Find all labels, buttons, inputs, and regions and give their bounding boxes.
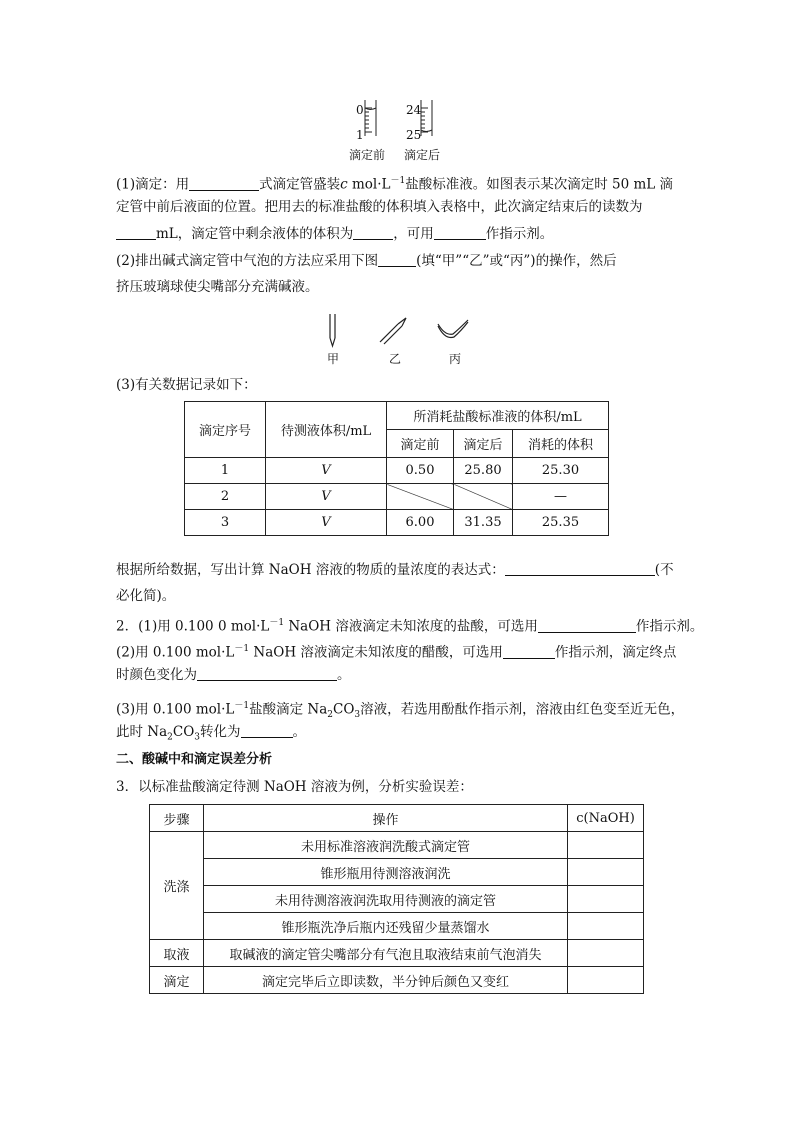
blank-operation[interactable]	[378, 252, 416, 267]
caption-after: 滴定后	[404, 148, 441, 162]
cell-step-take: 取液	[150, 940, 204, 967]
blank-color-change[interactable]	[197, 666, 337, 681]
cell-idx: 2	[185, 484, 266, 510]
blank-indicator-1[interactable]	[434, 225, 486, 240]
cell-after: 31.35	[454, 510, 513, 536]
cell-answer[interactable]	[568, 967, 644, 994]
th-step: 步骤	[150, 805, 204, 832]
cell-before-slash	[387, 484, 454, 510]
cell-before: 0.50	[387, 458, 454, 484]
table-row	[150, 859, 644, 886]
blank-reading[interactable]	[116, 225, 156, 240]
blank-indicator-3[interactable]	[503, 644, 555, 659]
table-row	[150, 886, 644, 913]
cell-after-slash	[454, 484, 513, 510]
section2-title: 二、酸碱中和滴定误差分析	[116, 752, 273, 767]
q1-line6: (3)有关数据记录如下：	[116, 377, 257, 393]
cell-vol: V	[266, 458, 387, 484]
cell-op: 未用标准溶液润洗酸式滴定管	[204, 832, 568, 859]
th-c: c(NaOH)	[568, 805, 644, 832]
table-row	[185, 484, 609, 510]
cell-answer[interactable]	[568, 832, 644, 859]
cell-after: 25.80	[454, 458, 513, 484]
table-row	[150, 832, 644, 859]
cell-op: 锥形瓶洗净后瓶内还残留少量蒸馏水	[204, 913, 568, 940]
blank-remaining[interactable]	[353, 225, 393, 240]
th-index: 滴定序号	[185, 402, 266, 458]
cell-op: 滴定完毕后立即读数，半分钟后颜色又变红	[204, 967, 568, 994]
tick-1: 1	[356, 128, 364, 142]
cell-op: 锥形瓶用待测溶液润洗	[204, 859, 568, 886]
blank-product[interactable]	[241, 723, 293, 738]
table-row	[150, 940, 644, 967]
cell-op: 取碱液的滴定管尖嘴部分有气泡且取液结束前气泡消失	[204, 940, 568, 967]
cell-used: 25.30	[513, 458, 609, 484]
cell-answer[interactable]	[568, 859, 644, 886]
q1-line2: 定管中前后液面的位置。把用去的标准盐酸的体积填入表格中，此次滴定结束后的读数为	[116, 199, 643, 215]
cell-vol: V	[266, 510, 387, 536]
titration-data-table	[184, 401, 609, 536]
th-before: 滴定前	[387, 430, 454, 458]
q1-tail-line2: 必化简)。	[116, 588, 176, 604]
label-bing: 丙	[449, 352, 462, 366]
cell-used: —	[513, 484, 609, 510]
th-used: 消耗的体积	[513, 430, 609, 458]
tick-24: 24	[406, 103, 422, 117]
q1-tail-line1: 根据所给数据，写出计算 NaOH 溶液的物质的量浓度的表达式： (不	[116, 562, 674, 578]
blank-burette-type[interactable]	[189, 176, 259, 191]
bubble-drawing	[320, 312, 480, 352]
q1-line1: (1)滴定：用 式滴定管盛装c $mol\cdot L^{-1}$盐酸标准液。如图表示某次滴定时 50 mL 滴	[116, 176, 674, 193]
cell-answer[interactable]	[568, 940, 644, 967]
q2-line2: (2)用 0.100 $mol\cdot L^{-1}$ NaOH 溶液滴定未知浓度的醋酸，可选用 作指示剂，滴定终点	[116, 644, 677, 661]
q1-line3: mL，滴定管中剩余液体的体积为 ，可用 作指示剂。	[116, 224, 553, 244]
blank-expression[interactable]	[505, 561, 655, 576]
label-jia: 甲	[327, 352, 340, 366]
q2-line1: 2．(1)用 0.100 0 $mol\cdot L^{-1}$ NaOH 溶液滴定未知浓度的盐酸，可选用 作指示剂。	[116, 618, 704, 635]
cell-used: 25.35	[513, 510, 609, 536]
th-op: 操作	[204, 805, 568, 832]
cell-step-titrate: 滴定	[150, 967, 204, 994]
table-row	[150, 967, 644, 994]
table-row	[185, 510, 609, 536]
caption-before: 滴定前	[349, 148, 386, 162]
q1-line4: (2)排出碱式滴定管中气泡的方法应采用下图 (填“甲”“乙”或“丙”)的操作，然后	[116, 253, 617, 269]
th-group: 所消耗盐酸标准液的体积/mL	[387, 402, 609, 430]
cell-idx: 3	[185, 510, 266, 536]
label-yi: 乙	[389, 352, 402, 366]
cell-answer[interactable]	[568, 913, 644, 940]
cell-before: 6.00	[387, 510, 454, 536]
q2-line5: 此时 $Na_2CO_3$转化为 。	[116, 724, 307, 743]
table-row	[185, 458, 609, 484]
q2-line4: (3)用 0.100 $mol\cdot L^{-1}$盐酸滴定 $Na_2CO_3$溶液，若选用酚酞作指示剂，溶液由红色变至近无色，	[116, 701, 685, 721]
tick-25: 25	[406, 128, 422, 142]
blank-indicator-2[interactable]	[538, 618, 636, 633]
tick-0: 0	[356, 103, 364, 117]
cell-idx: 1	[185, 458, 266, 484]
th-volume: 待测液体积/mL	[266, 402, 387, 458]
q1-line5: 挤压玻璃球使尖嘴部分充满碱液。	[116, 279, 319, 295]
cell-vol: V	[266, 484, 387, 510]
cell-answer[interactable]	[568, 886, 644, 913]
q2-line3: 时颜色变化为 。	[116, 667, 351, 683]
cell-op: 未用待测溶液润洗取用待测液的滴定管	[204, 886, 568, 913]
q3-text: 3．以标准盐酸滴定待测 NaOH 溶液为例，分析实验误差：	[116, 779, 473, 795]
th-after: 滴定后	[454, 430, 513, 458]
error-analysis-table	[149, 804, 644, 994]
cell-step-wash: 洗涤	[150, 832, 204, 940]
table-row	[150, 913, 644, 940]
